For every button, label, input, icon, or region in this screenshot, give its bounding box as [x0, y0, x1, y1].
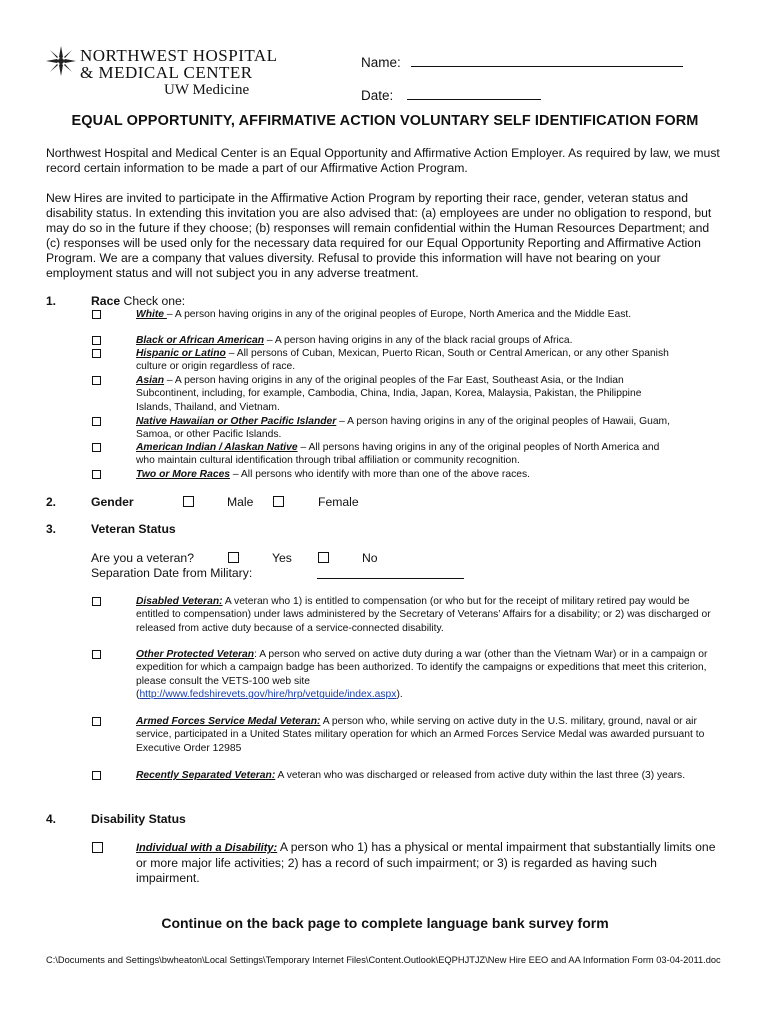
gender-female-checkbox[interactable] [273, 496, 284, 507]
veteran-term-disabled: Disabled Veteran: [136, 596, 223, 607]
hospital-logo [46, 44, 278, 104]
veteran-term-other-protected: Other Protected Veteran [136, 649, 255, 660]
section-number-veteran: 3. [46, 522, 57, 536]
race-option-asian [136, 374, 656, 414]
veteran-desc-recently-separated: A veteran who was discharged or released from active duty within the last three (3) years. [275, 770, 686, 781]
veteran-title: Veteran Status [91, 522, 176, 536]
race-desc-pacific-islander: – A person having origins in any of the original peoples of Hawaii, Guam, Samoa, or other Pacific Islands. [136, 416, 671, 441]
intro-paragraph-1: Northwest Hospital and Medical Center is an Equal Opportunity and Affirmative Action Employer. As required by law, we must record certain information to be made a part of our Affirmative Action Program. [46, 146, 720, 175]
race-desc-asian: – A person having origins in any of the original peoples of the Far East, Southeast Asia, or the Indian Subcontinent, including, for example, Cambodia, China, India, Japan, Korea, Malaysia, Pakistan, the Philippine Islands, Thailand, and Vietnam. [136, 375, 642, 413]
file-path-footer: C:\Documents and Settings\bwheaton\Local Settings\Temporary Internet Files\Content.Outlook\EQPHJTJZ\New Hire EEO and AA Information Form 03-04-2011.doc [46, 955, 721, 965]
veteran-other-protected-checkbox[interactable] [92, 650, 101, 659]
continue-note: Continue on the back page to complete language bank survey form [161, 915, 609, 931]
race-desc-white: – A person having origins in any of the original peoples of Europe, North America and the Middle East. [166, 309, 632, 320]
intro-paragraph-2: New Hires are invited to participate in the Affirmative Action Program by reporting their race, gender, veteran status and disability status. In extending this invitation you are also advised that: (a) employees are under no obligation to respond, but may do so in the future if they choose; (b) responses will remain confidential within the Human Resources Department; and (c) responses will be used only for the necessary data required for our Equal Opportunity Reporting and Affirmative Action Program. We are a company that values diversity. Refusal to provide this information will have not bearing on your employment status and will not subject you in any adverse treatment. [46, 191, 712, 280]
race-instruction: Check one: [120, 294, 186, 308]
race-desc-two-or-more: – All persons who identify with more than one of the above races. [230, 469, 530, 480]
veteran-no-checkbox[interactable] [318, 552, 329, 563]
race-two-or-more-checkbox[interactable] [92, 470, 101, 479]
race-term-pacific-islander: Native Hawaiian or Other Pacific Islander [136, 416, 337, 427]
race-black-checkbox[interactable] [92, 336, 101, 345]
veteran-question: Are you a veteran? [91, 551, 194, 565]
race-option-hispanic [136, 347, 696, 374]
disability-checkbox[interactable] [92, 842, 103, 853]
gender-male-label: Male [227, 495, 254, 509]
gender-female-label: Female [318, 495, 359, 509]
name-input-line[interactable] [411, 52, 683, 67]
separation-date-label: Separation Date from Military: [91, 566, 253, 580]
veteran-disabled-checkbox[interactable] [92, 597, 101, 606]
logo-text-line1: NORTHWEST HOSPITAL [80, 46, 278, 65]
veteran-option-recently-separated [136, 769, 716, 782]
veteran-yes-label: Yes [272, 551, 292, 565]
disability-term: Individual with a Disability: [136, 842, 278, 854]
veteran-yes-checkbox[interactable] [228, 552, 239, 563]
race-hispanic-checkbox[interactable] [92, 349, 101, 358]
separation-date-input-line[interactable] [317, 578, 464, 579]
veteran-no-label: No [362, 551, 378, 565]
race-term-white: White [136, 309, 167, 320]
race-american-indian-checkbox[interactable] [92, 443, 101, 452]
date-field [361, 85, 541, 103]
section-number-race: 1. [46, 294, 57, 308]
race-option-black [136, 334, 696, 347]
vets-link-open-paren: ( [136, 689, 140, 701]
race-desc-american-indian: – All persons having origins in any of the original peoples of North America and who maintain cultural identification through tribal affiliation or community recognition. [136, 442, 660, 467]
race-option-two-or-more [136, 468, 696, 481]
race-asian-checkbox[interactable] [92, 376, 101, 385]
race-option-white [136, 308, 676, 321]
gender-male-checkbox[interactable] [183, 496, 194, 507]
veteran-desc-disabled: A veteran who 1) is entitled to compensation (or who but for the receipt of military retired pay would be entitled to compensation) under laws administered by the Secretary of Veterans’ Affairs for a disability; or 2) was discharged or released from active duty because of a service-connected disability. [136, 596, 711, 634]
race-title: Race [91, 294, 121, 308]
veteran-recently-separated-checkbox[interactable] [92, 771, 101, 780]
section-number-gender: 2. [46, 495, 57, 509]
date-input-line[interactable] [407, 85, 541, 100]
veteran-option-disabled [136, 595, 716, 635]
compass-star-icon [46, 46, 76, 76]
date-label: Date: [361, 88, 394, 103]
race-option-pacific-islander [136, 415, 676, 442]
vets-link-close: ). [396, 689, 403, 701]
gender-title: Gender [91, 495, 134, 509]
veteran-option-other-protected [136, 648, 716, 702]
vets-100-link[interactable]: http://www.fedshirevets.gov/hire/hrp/vetguide/index.aspx [139, 689, 397, 701]
form-title: EQUAL OPPORTUNITY, AFFIRMATIVE ACTION VOLUNTARY SELF IDENTIFICATION FORM [71, 113, 699, 129]
race-heading [91, 294, 185, 309]
veteran-desc-other-protected: : A person who served on active duty during a war (other than the Vietnam War) or in a campaign or expedition for which a campaign badge has been authorized. To identify the campaigns or expeditions that meet this criterion, please consult the VETS-100 web site [136, 649, 708, 687]
name-field [361, 52, 683, 70]
veteran-term-armed-forces-medal: Armed Forces Service Medal Veteran: [136, 716, 321, 727]
race-term-two-or-more: Two or More Races [136, 469, 231, 480]
race-term-asian: Asian [136, 375, 165, 386]
disability-desc: A person who 1) has a physical or mental impairment that substantially limits one or more major life activities; 2) has a record of such impairment; or 3) is regarded as having such impairment. [136, 840, 716, 885]
race-pacific-islander-checkbox[interactable] [92, 417, 101, 426]
veteran-option-armed-forces-medal [136, 715, 721, 755]
veteran-desc-armed-forces-medal: A person who, while serving on active duty in the U.S. military, ground, naval or air service, participated in a United States military operation for which an Armed Forces Service Medal was awarded pursuant to Executive Order 12985 [136, 716, 705, 754]
section-number-disability: 4. [46, 812, 57, 826]
race-option-american-indian [136, 441, 676, 468]
race-term-hispanic: Hispanic or Latino [136, 348, 226, 359]
veteran-term-recently-separated: Recently Separated Veteran: [136, 770, 276, 781]
veteran-armed-forces-medal-checkbox[interactable] [92, 717, 101, 726]
race-term-american-indian: American Indian / Alaskan Native [136, 442, 298, 453]
logo-text-uw-medicine: UW Medicine [164, 82, 250, 98]
disability-title: Disability Status [91, 812, 186, 826]
race-term-black: Black or African American [136, 335, 264, 346]
race-white-checkbox[interactable] [92, 310, 101, 319]
race-desc-black: – A person having origins in any of the black racial groups of Africa. [264, 335, 573, 346]
disability-option [136, 840, 718, 886]
logo-text-line2: & MEDICAL CENTER [80, 63, 253, 82]
name-label: Name: [361, 55, 401, 70]
race-desc-hispanic: – All persons of Cuban, Mexican, Puerto Rican, South or Central American, or any other Spanish culture or origin regardless of race. [136, 348, 669, 373]
